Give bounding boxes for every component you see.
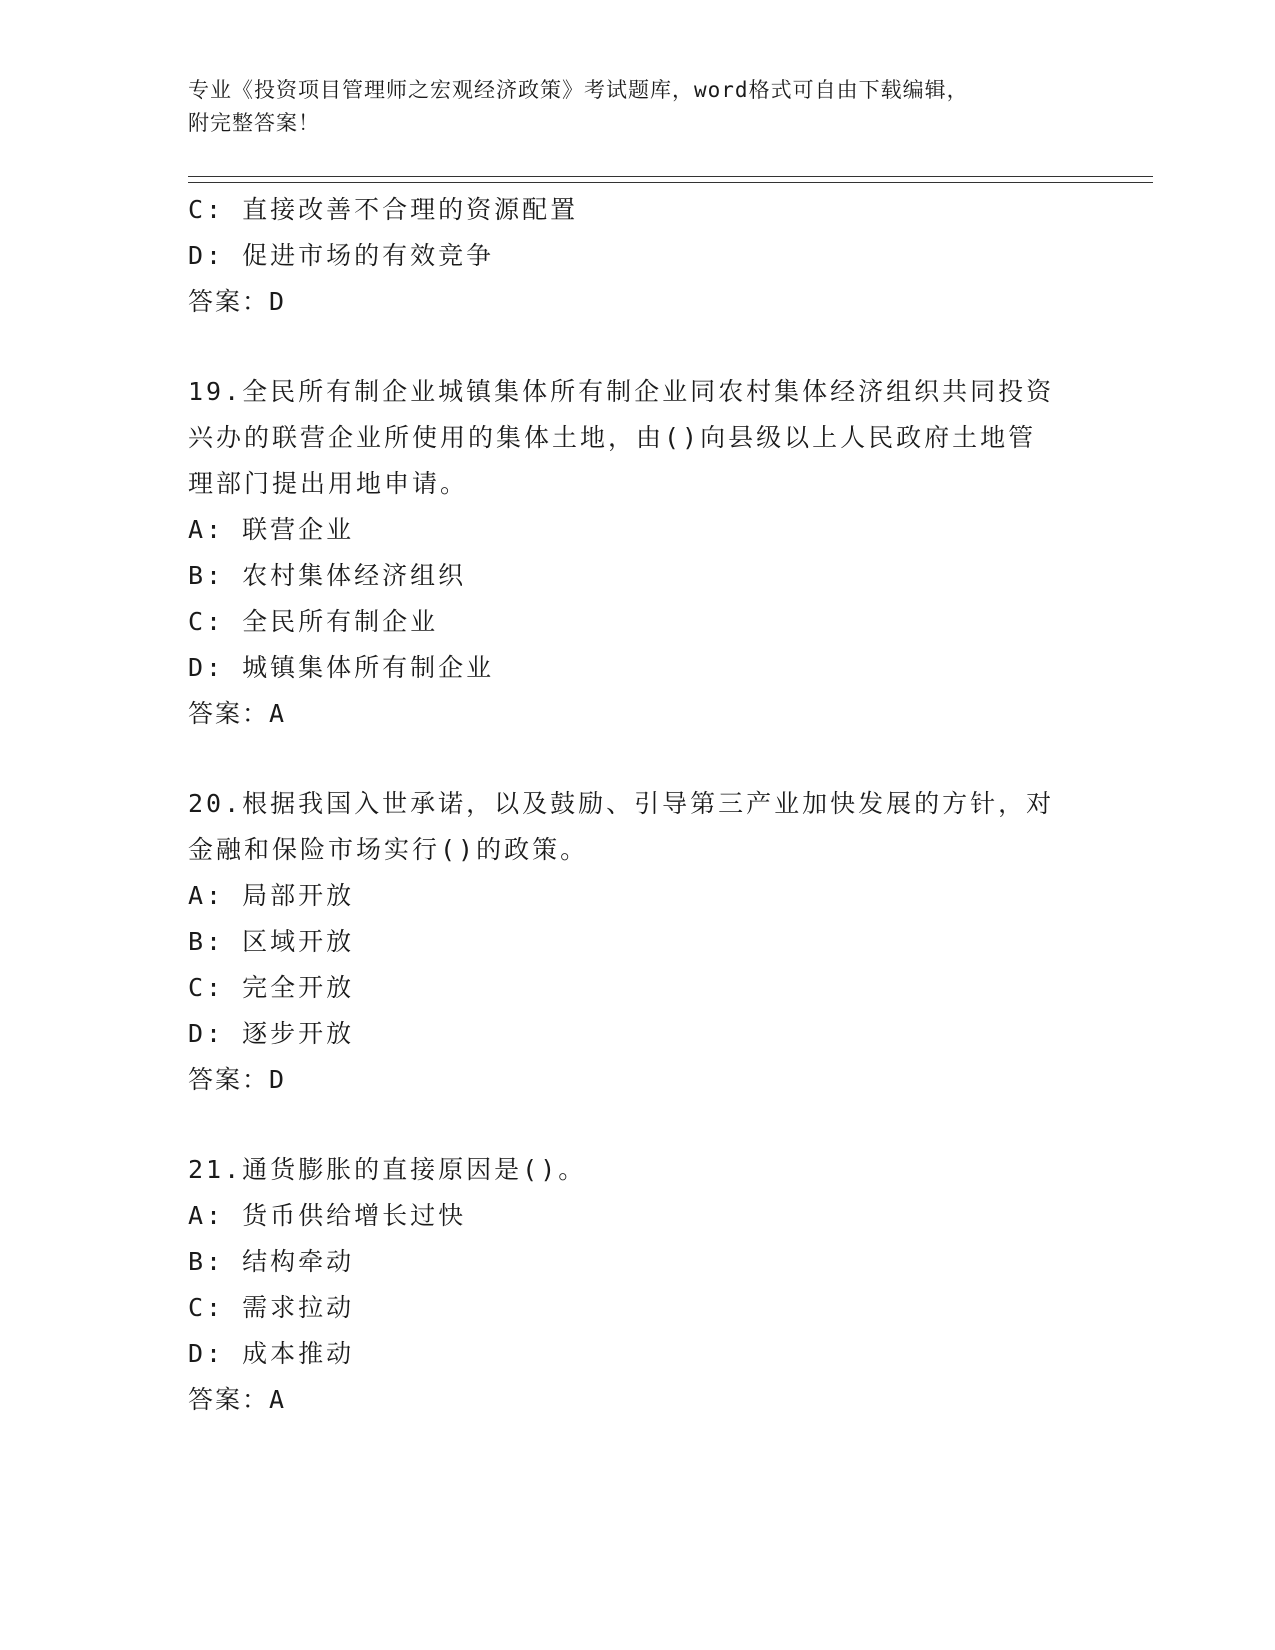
q20-option-a: A: 局部开放 [188,881,355,910]
q19-stem-line-1: 19.全民所有制企业城镇集体所有制企业同农村集体经济组织共同投资 [188,377,1055,406]
q19-option-b: B: 农村集体经济组织 [188,561,467,590]
question-20 [188,781,1088,1103]
q19-stem-line-3: 理部门提出用地申请。 [188,469,469,498]
q20-stem-line-2: 金融和保险市场实行()的政策。 [188,835,589,864]
q21-option-d: D: 成本推动 [188,1339,355,1368]
q20-answer: 答案：D [188,1065,287,1094]
q18-option-d: D: 促进市场的有效竞争 [188,241,495,270]
header-line-1: 专业《投资项目管理师之宏观经济政策》考试题库，word格式可自由下载编辑， [188,78,969,102]
q20-option-b: B: 区域开放 [188,927,355,956]
q18-option-c: C: 直接改善不合理的资源配置 [188,195,579,224]
header-line-2: 附完整答案！ [188,111,320,135]
spacer [188,325,1088,369]
q21-stem-line-1: 21.通货膨胀的直接原因是()。 [188,1155,587,1184]
q18-answer: 答案：D [188,287,287,316]
question-list [188,187,1088,1423]
q19-option-d: D: 城镇集体所有制企业 [188,653,495,682]
q19-option-c: C: 全民所有制企业 [188,607,439,636]
q20-stem-line-1: 20.根据我国入世承诺，以及鼓励、引导第三产业加快发展的方针，对 [188,789,1055,818]
q19-option-a: A: 联营企业 [188,515,355,544]
q19-stem-line-2: 兴办的联营企业所使用的集体土地，由()向县级以上人民政府土地管 [188,423,1037,452]
page-header [188,74,1088,140]
q19-answer: 答案：A [188,699,287,728]
header-divider-bottom [188,182,1153,183]
spacer [188,1103,1088,1147]
q20-option-d: D: 逐步开放 [188,1019,355,1048]
q21-answer: 答案：A [188,1385,287,1414]
question-18 [188,187,1088,325]
question-19 [188,369,1088,737]
q21-option-a: A: 货币供给增长过快 [188,1201,467,1230]
question-21 [188,1147,1088,1423]
q21-option-b: B: 结构牵动 [188,1247,355,1276]
q21-option-c: C: 需求拉动 [188,1293,355,1322]
spacer [188,737,1088,781]
q20-option-c: C: 完全开放 [188,973,355,1002]
header-divider-top [188,176,1153,177]
